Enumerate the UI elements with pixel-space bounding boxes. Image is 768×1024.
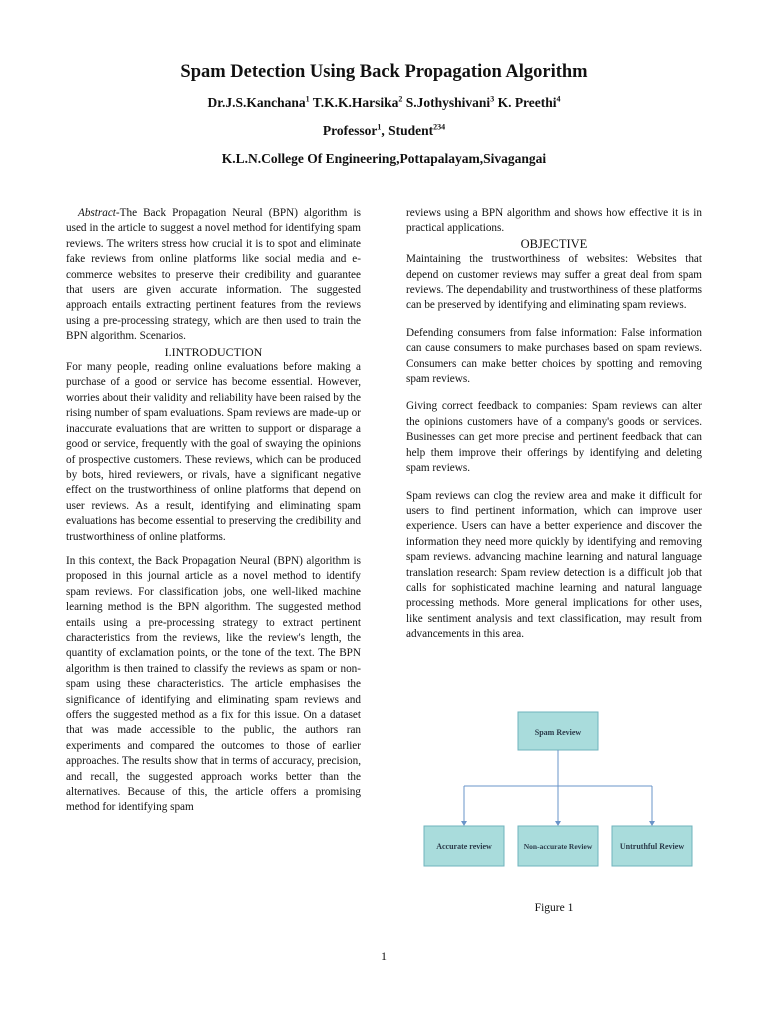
- objective-paragraph: Defending consumers from false information: False information can cause consumers to make purchases based on spam reviews. Consumers can make better choices by spotting and removing spam reviews.: [406, 326, 702, 386]
- intro-paragraph: In this context, the Back Propagation Neural (BPN) algorithm is proposed in this journal article as a novel method to identify spam reviews. For classification jobs, one well-liked machine learning method is the BPN algorithm. The suggested method entails using a pre-processing strategy to extract pertinent characteristics from the reviews, like the review's length, the quantity of exclamation points, or the tone of the text. The BPN algorithm is then trained to classify the reviews as spam or non-spam using these characteristics. The article emphasises the significance of identifying and eliminating spam reviews and offers the suggested method as a fix for this issue. On a dataset that was made accessible to the public, the authors ran experiments and compared the outcomes to those of earlier approaches. The results show that in terms of accuracy, precision, and recall, the suggested approach works better than the alternatives. Because of this, the article offers a promising method for identifying spam: [66, 554, 361, 814]
- author-superscript: 3: [490, 94, 495, 104]
- arrow-head: [649, 821, 655, 826]
- role-student: Student: [388, 123, 434, 138]
- root-node-label: Spam Review: [534, 728, 582, 737]
- abstract-text: The Back Propagation Neural (BPN) algorithm is used in the article to suggest a novel method for identifying spam reviews. The writers stress how crucial it is to spot and eliminate fake reviews from online platforms like social media and e-commerce websites to preserve their credibility and guarantee that users are given accurate information. The suggested approach entails extracting pertinent features from the reviews using a pre-processing strategy, which are then used to train the BPN algorithm. Scenarios.: [66, 207, 361, 343]
- figure-caption: Figure 1: [534, 902, 574, 914]
- page-number: 1: [381, 949, 387, 963]
- objective-paragraph: Spam reviews can clog the review area and make it difficult for users to find pertinent information, which can improve user experience. Users can have a better experience and discover the information they need more quickly by identifying and removing spam reviews. advancing machine learning and natural language translation research: Spam review detection is a difficult job that calls for sophisticated machine learning and natural language processing methods. More general implications for other uses, like sentiment analysis and text classification, may result from advancements in this area.: [406, 489, 702, 641]
- continuation-paragraph: reviews using a BPN algorithm and shows how effective it is in practical applications.: [406, 207, 702, 235]
- affiliation: K.L.N.College Of Engineering,Pottapalayam,Sivagangai: [221, 151, 547, 166]
- paper-title: Spam Detection Using Back Propagation Algorithm: [180, 62, 588, 82]
- role-professor: Professor: [322, 123, 378, 138]
- intro-paragraph: For many people, reading online evaluations before making a purchase of a good or service has become essential. However, worries about their validity and reliability have been raised by the rising number of spam evaluations. Spam reviews are made-up or inaccurate evaluations that are written to support or disparage a good or service, frequently with the goal of swaying the opinions of prospective customers. These reviews, which can be produced by bots, hired reviewers, or rivals, have a significant negative effect on the trustworthiness of online platforms that depend on user reviews. As a result, identifying and eliminating spam evaluations has become essential to preserving the credibility and trustworthiness of online platforms.: [66, 361, 361, 543]
- author-list: [0, 95, 768, 111]
- child-node-label: Accurate review: [436, 842, 492, 851]
- author-name: K. Preethi: [497, 95, 557, 110]
- arrow-head: [555, 821, 561, 826]
- child-node-label: Untruthful Review: [619, 842, 685, 851]
- abstract-label: Abstract-: [78, 207, 120, 219]
- spam-review-diagram: [408, 702, 704, 890]
- author-roles: [0, 123, 768, 139]
- author-superscript: 2: [398, 94, 403, 104]
- right-column: [406, 206, 702, 643]
- role-superscript: 234: [433, 122, 446, 132]
- child-node-label: Non-accurate Review: [523, 842, 593, 851]
- author-name: T.K.K.Harsika: [312, 95, 399, 110]
- objective-paragraph: Maintaining the trustworthiness of websites: Websites that depend on customer reviews may suffer a great deal from spam reviews. The dependability and trustworthiness of these platforms can be preserved by identifying and eliminating spam reviews.: [406, 253, 702, 312]
- objective-paragraph: Giving correct feedback to companies: Spam reviews can alter the opinions customers have of a company's goods or services. Businesses can get more precise and pertinent feedback that can help them improve their offerings by identifying and deleting spam reviews.: [406, 400, 702, 475]
- abstract: [66, 206, 361, 345]
- role-superscript: 1: [377, 122, 382, 132]
- left-column: [66, 206, 361, 816]
- author-superscript: 4: [556, 94, 561, 104]
- author-superscript: 1: [305, 94, 310, 104]
- author-name: Dr.J.S.Kanchana: [207, 95, 306, 110]
- role-separator: ,: [381, 123, 389, 138]
- author-name: S.Jothyshivani: [405, 95, 491, 110]
- arrow-head: [461, 821, 467, 826]
- objective-heading: OBJECTIVE: [520, 236, 588, 251]
- introduction-heading: I.INTRODUCTION: [164, 344, 263, 359]
